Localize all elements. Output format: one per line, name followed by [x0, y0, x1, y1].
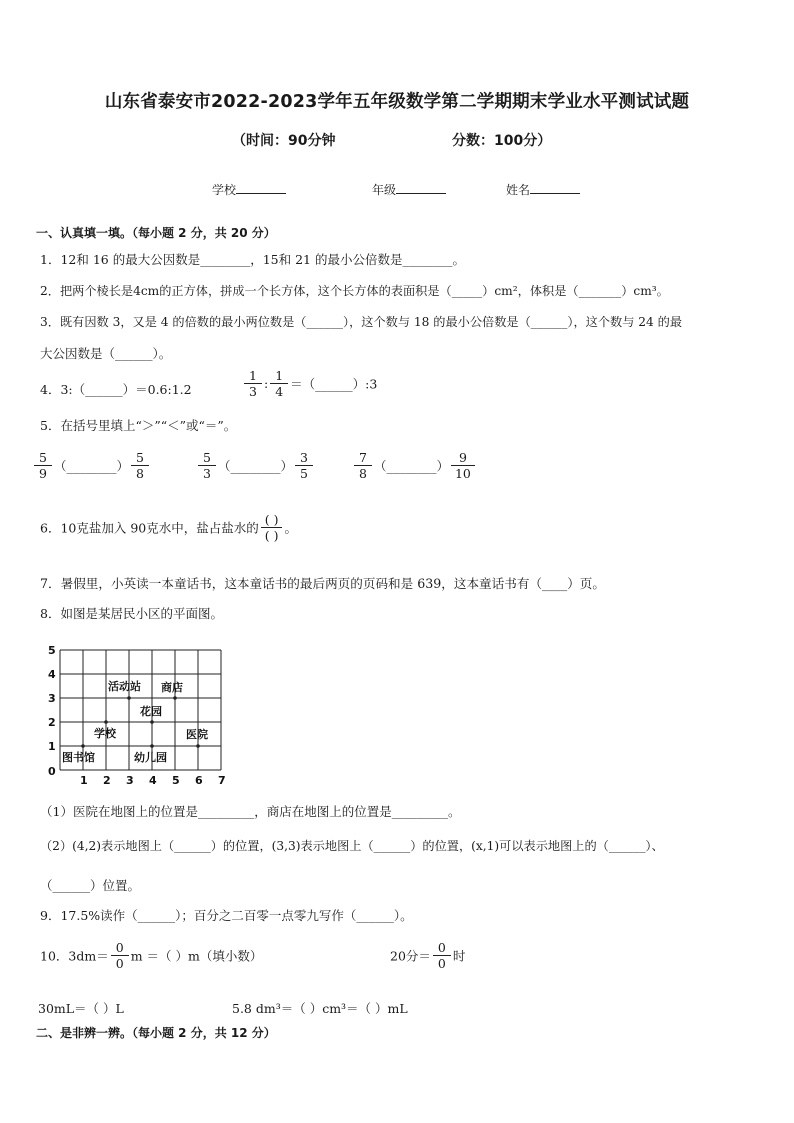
- question-5: 5．在括号里填上“＞”“＜”或“＝”。: [40, 418, 237, 433]
- question-1: 1．12和 16 的最大公因数是________，15和 21 的最小公倍数是________。: [40, 252, 465, 267]
- school-field[interactable]: [212, 181, 286, 198]
- map-label-library: 图书馆: [62, 751, 95, 764]
- question-8-2-line2: （______）位置。: [40, 878, 141, 893]
- grade-label: 年级: [372, 183, 397, 197]
- y-tick: 5: [48, 644, 56, 657]
- fraction-blank[interactable]: $\frac{( )}{( )}$: [263, 512, 281, 543]
- x-tick: 4: [149, 774, 157, 787]
- section1-heading: 一、认真填一填。（每小题 2 分，共 20 分）: [36, 226, 276, 240]
- name-field[interactable]: [506, 181, 580, 198]
- question-7: 7．暑假里，小英读一本童话书，这本童话书的最后两页的页码和是 639，这本童话书有（____）页。: [40, 576, 605, 591]
- y-tick: 2: [48, 716, 56, 729]
- question-9: 9．17.5%读作（______）；百分之二百零一点零九写作（______）。: [40, 908, 413, 923]
- q5-compare-1: $\frac{5}{9}$ （________） $\frac{5}{8}$: [36, 450, 147, 481]
- question-3-line1: 3．既有因数 3，又是 4 的倍数的最小两位数是（______），这个数与 18 的最小公倍数是（______），这个数与 24 的最: [40, 315, 683, 329]
- fraction: $\frac{1}{3}$: [246, 368, 260, 399]
- question-10b: 20分＝ $\frac{0}{0}$ 时: [390, 940, 466, 971]
- y-tick: 1: [48, 740, 56, 753]
- name-label: 姓名: [506, 183, 531, 197]
- x-tick: 1: [80, 774, 88, 787]
- q5-compare-3: $\frac{7}{8}$ （________） $\frac{9}{10}$: [356, 450, 473, 481]
- map-label-hospital: 医院: [186, 728, 208, 741]
- map-label-garden: 花园: [140, 705, 162, 718]
- question-10a: 10．3dm＝ $\frac{0}{0}$ m ＝（ ）m（填小数）: [40, 940, 263, 971]
- question-10d: 5.8 dm³＝（ ）cm³＝（ ）mL: [232, 1001, 408, 1016]
- question-3-line2: 大公因数是（______）。: [40, 346, 172, 361]
- question-8-1: （1）医院在地图上的位置是_________，商店在地图上的位置是_________。: [40, 804, 461, 819]
- school-point: [104, 720, 108, 724]
- x-tick: 7: [218, 774, 226, 787]
- map-label-shop: 商店: [161, 681, 183, 694]
- community-map: [40, 640, 240, 790]
- hospital-point: [196, 744, 200, 748]
- map-label-kindergarten: 幼儿园: [134, 751, 167, 764]
- x-tick: 5: [172, 774, 180, 787]
- section2-heading: 二、是非辨一辨。（每小题 2 分，共 12 分）: [36, 1026, 276, 1040]
- map-label-activity: 活动站: [108, 680, 141, 693]
- x-tick: 3: [126, 774, 134, 787]
- question-4a: 4．3:（______）＝0.6:1.2: [40, 382, 192, 397]
- question-8-2-line1: （2）(4,2)表示地图上（______）的位置，(3,3)表示地图上（______）的位置，(x,1)可以表示地图上的（______）、: [40, 839, 664, 853]
- question-10c: 30mL＝（ ）L: [38, 1001, 124, 1016]
- question-6: 6．10克盐加入 90克水中，盐占盐水的 $\frac{( )}{( )}$ 。: [40, 512, 297, 543]
- question-4b: $\frac{1}{3}$ : $\frac{1}{4}$ ＝（______）:3: [246, 368, 377, 399]
- y-tick: 3: [48, 692, 56, 705]
- x-tick: 2: [103, 774, 111, 787]
- exam-time: （时间：90分钟: [232, 133, 336, 149]
- q5-compare-2: $\frac{5}{3}$ （________） $\frac{3}{5}$: [200, 450, 311, 481]
- school-label: 学校: [212, 183, 237, 197]
- map-label-school: 学校: [94, 727, 116, 740]
- activity-point: [127, 696, 131, 700]
- y-tick: 4: [48, 668, 56, 681]
- exam-score: 分数：100分）: [452, 133, 552, 149]
- garden-point: [150, 720, 154, 724]
- page-title: 山东省泰安市2022-2023学年五年级数学第二学期期末学业水平测试试题: [104, 92, 690, 112]
- kindergarten-point: [150, 744, 154, 748]
- question-8: 8．如图是某居民小区的平面图。: [40, 606, 223, 621]
- grade-field[interactable]: [372, 181, 446, 198]
- shop-point: [173, 696, 177, 700]
- question-2: 2．把两个棱长是4cm的正方体，拼成一个长方体，这个长方体的表面积是（_____）cm²，体积是（_______）cm³。: [40, 284, 669, 298]
- x-tick: 6: [195, 774, 203, 787]
- fraction: $\frac{1}{4}$: [272, 368, 286, 399]
- x-tick: 0: [48, 765, 56, 778]
- library-point: [81, 744, 85, 748]
